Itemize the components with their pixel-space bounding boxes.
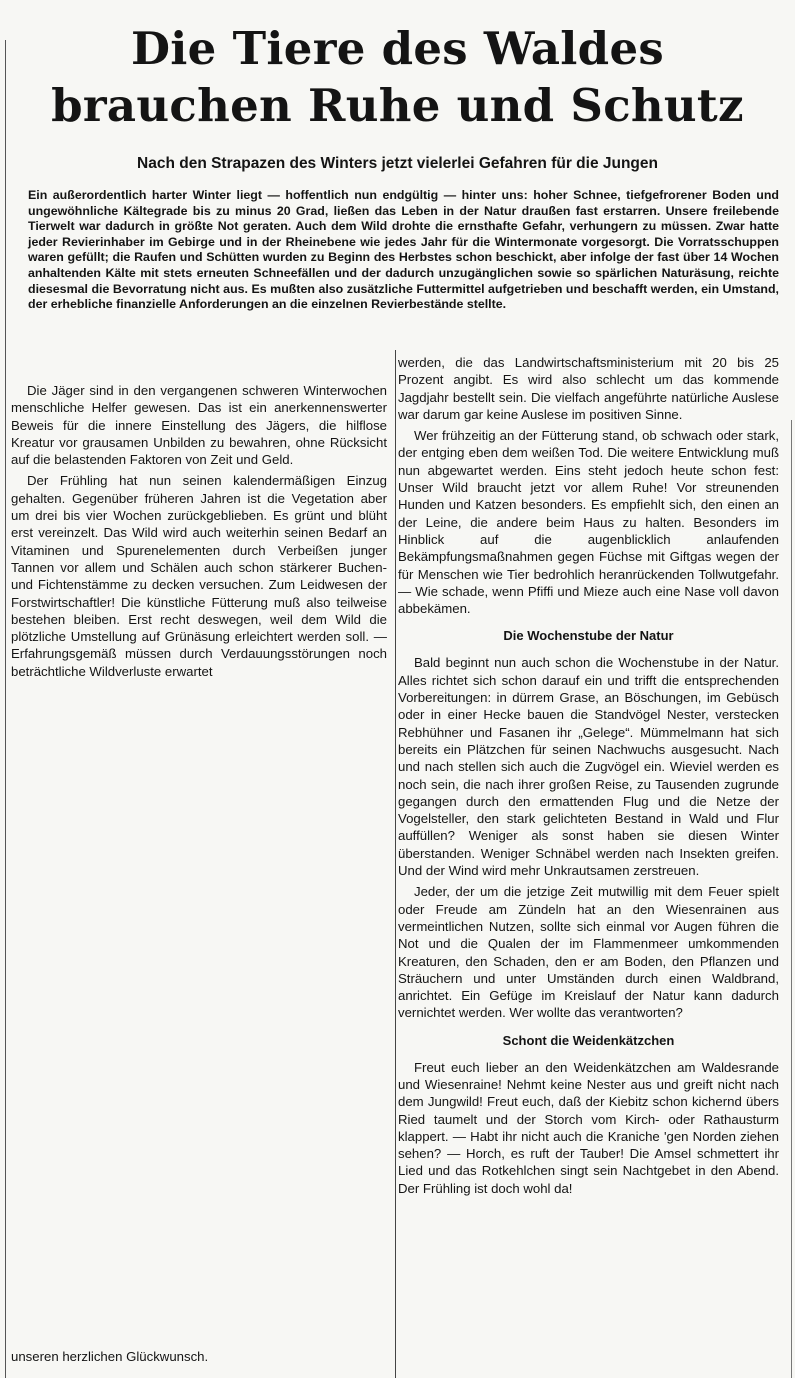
body-paragraph: Freut euch lieber an den Weidenkätzchen am Waldesrande und Wiesenraine! Nehmt keine Nester aus und greift nicht nach dem Jungwild! Freut euch, daß der Kiebitz schon kichernd übers Ried taumelt und der Storch vom Kirch- oder Rathausturm klappert. — Habt ihr nicht auch die Kraniche 'gen Norden ziehen sehen? — Horch, es ruft der Tauber! Die Amsel schmettert ihr Lied und das Rotkehlchen singt sein Nachtgebet in den Abend. Der Frühling ist doch wohl da! bbox=[398, 1059, 779, 1196]
right-column bbox=[398, 354, 779, 1197]
left-column bbox=[11, 382, 387, 680]
section-heading-weidenkaetzchen: Schont die Weidenkätzchen bbox=[502, 1032, 675, 1048]
body-paragraph: werden, die das Landwirtschaftsministerium mit 20 bis 25 Prozent angibt. Es wird also schlecht um das kommende Jagdjahr bestellt sein. Die vielfach angeführte natürliche Auslese war darum gar keine Auslese im positiven Sinne. bbox=[398, 355, 779, 422]
body-paragraph: Bald beginnt nun auch schon die Wochenstube in der Natur. Alles richtet sich schon darauf ein und trifft die entsprechenden Vorbereitungen: in dürrem Grase, an Böschungen, im Gebüsch oder in einer Hecke bauen die Standvögel Nester, verstecken Rebhühner und Fasanen ihr „Gelege“. Mümmelmann hat sich bereits ein Plätzchen für seinen Nachwuchs ausgesucht. Nach und nach stellen sich auch die Zugvögel ein. Wieviel werden es noch sein, die nach ihrer großen Reise, zu Tausenden zugrunde gegangen durch den ermattenden Flug und die Netze der Vogelsteller, den stark gelichteten Bestand in Wald und Flur auffüllen? Weniger als sonst haben sie diesen Winter überstanden. Weniger Schnäbel werden nach Insekten greifen. Und der Wind wird mehr Unkrautsamen zerstreuen. bbox=[398, 655, 779, 879]
closing-fragment: unseren herzlichen Glückwunsch. bbox=[11, 1349, 209, 1364]
body-paragraph: Jeder, der um die jetzige Zeit mutwillig mit dem Feuer spielt oder Freude am Zündeln hat an den Wiesenrainen aus vermeintlichen Nutzen, sollte sich einmal vor Augen führen die Not und die Qualen der im Flammenmeer umkommenden Kreaturen, den Schaden, den er am Boden, den Pflanzen und Sträuchern und unter Umständen durch einen Waldbrand, anrichtet. Ein Gefüge im Kreislauf der Natur kann dadurch vernichtet werden. Wer wollte das verantworten? bbox=[398, 884, 779, 1021]
article-headline: Die Tiere des Waldes brauchen Ruhe und Schutz bbox=[51, 22, 744, 132]
right-margin-rule bbox=[791, 420, 792, 1378]
body-paragraph: Die Jäger sind in den vergangenen schweren Winterwochen menschliche Helfer gewesen. Das ist ein anerkennenswerter Beweis für die innere Einstellung des Jägers, die hilflose Kreatur vor grausamen Unbilden zu bewahren, ohne Rücksicht auf die belastenden Faktoren von Zeit und Geld. bbox=[11, 383, 387, 468]
section-heading-wochenstube: Die Wochenstube der Natur bbox=[503, 628, 674, 644]
body-paragraph: Der Frühling hat nun seinen kalendermäßigen Einzug gehalten. Gegenüber früheren Jahren ist die Vegetation aber um drei bis vier Wochen zurückgeblieben. Es grünt und blüht erst vereinzelt. Das Wild wird auch weiterhin seinen Bedarf an Vitaminen und Spurenelementen durch Verbeißen junger Tannen vor allem und Schälen auch schon stärkerer Buchen- und Fichtenstämme zu decken versuchen. Zum Leidwesen der Forstwirtschaftler! Die künstliche Fütterung muß also teilweise bestehen bleiben. Erst recht deswegen, weil dem Wild die plötzliche Umstellung auf Grünäsung erleichtert werden soll. — Erfahrungsgemäß müssen durch Verdauungsstörungen noch beträchtliche Wildverluste erwartet bbox=[11, 473, 387, 679]
left-margin-rule bbox=[5, 40, 6, 1378]
article-subheadline: Nach den Strapazen des Winters jetzt vielerlei Gefahren für die Jungen bbox=[137, 155, 658, 172]
article-lead-paragraph: Ein außerordentlich harter Winter liegt — hoffentlich nun endgültig — hinter uns: hoher Schnee, tiefgefrorener Boden und ungewöhnliche Kältegrade bis zu minus 20 Grad, ließen das Leben in der Natur draußen fast erstarren. Unsere freilebende Tierwelt war dadurch in größte Not geraten. Auch dem Wild drohte die ernsthafte Gefahr, verhungern zu müssen. Zwar hatte jeder Revierinhaber im Gebirge und in der Rheinebene wie jedes Jahr für die Wintermonate vorgesorgt. Die Vorratsschuppen waren gefüllt; die Raufen und Schütten wurden zu Beginn des Herbstes schon beschickt, aber infolge der fast über 14 Wochen anhaltenden Kälte mit stets erneuten Schneefällen und der dadurch unzugänglichen sowie so spärlichen Naturäsung, reichte diesesmal die Bevorratung nicht aus. Es mußten also zusätzliche Futtermittel aufgetrieben und beschafft werden, ein Umstand, der erhebliche finanzielle Anforderungen an die einzelnen Revierbestände stellte. bbox=[28, 188, 779, 312]
column-divider bbox=[395, 350, 396, 1378]
body-paragraph: Wer frühzeitig an der Fütterung stand, ob schwach oder stark, der entging eben dem weißen Tod. Die weitere Entwicklung muß nun abgewartet werden. Eins steht jedoch heute schon fest: Unser Wild braucht jetzt vor allem Ruhe! Vor streunenden Hunden und Katzen besonders. Es empfiehlt sich, den einen an der Leine, die andere beim Haus zu halten. Besonders im Hinblick auf die augenblicklich anlaufenden Bekämpfungsmaßnahmen gegen Füchse mit Giftgas wegen der für Menschen wie Tier bedrohlich heranrückenden Tollwutgefahr. — Wie schade, wenn Pfiffi und Mieze auch eine Nase voll davon abbekämen. bbox=[398, 428, 779, 617]
